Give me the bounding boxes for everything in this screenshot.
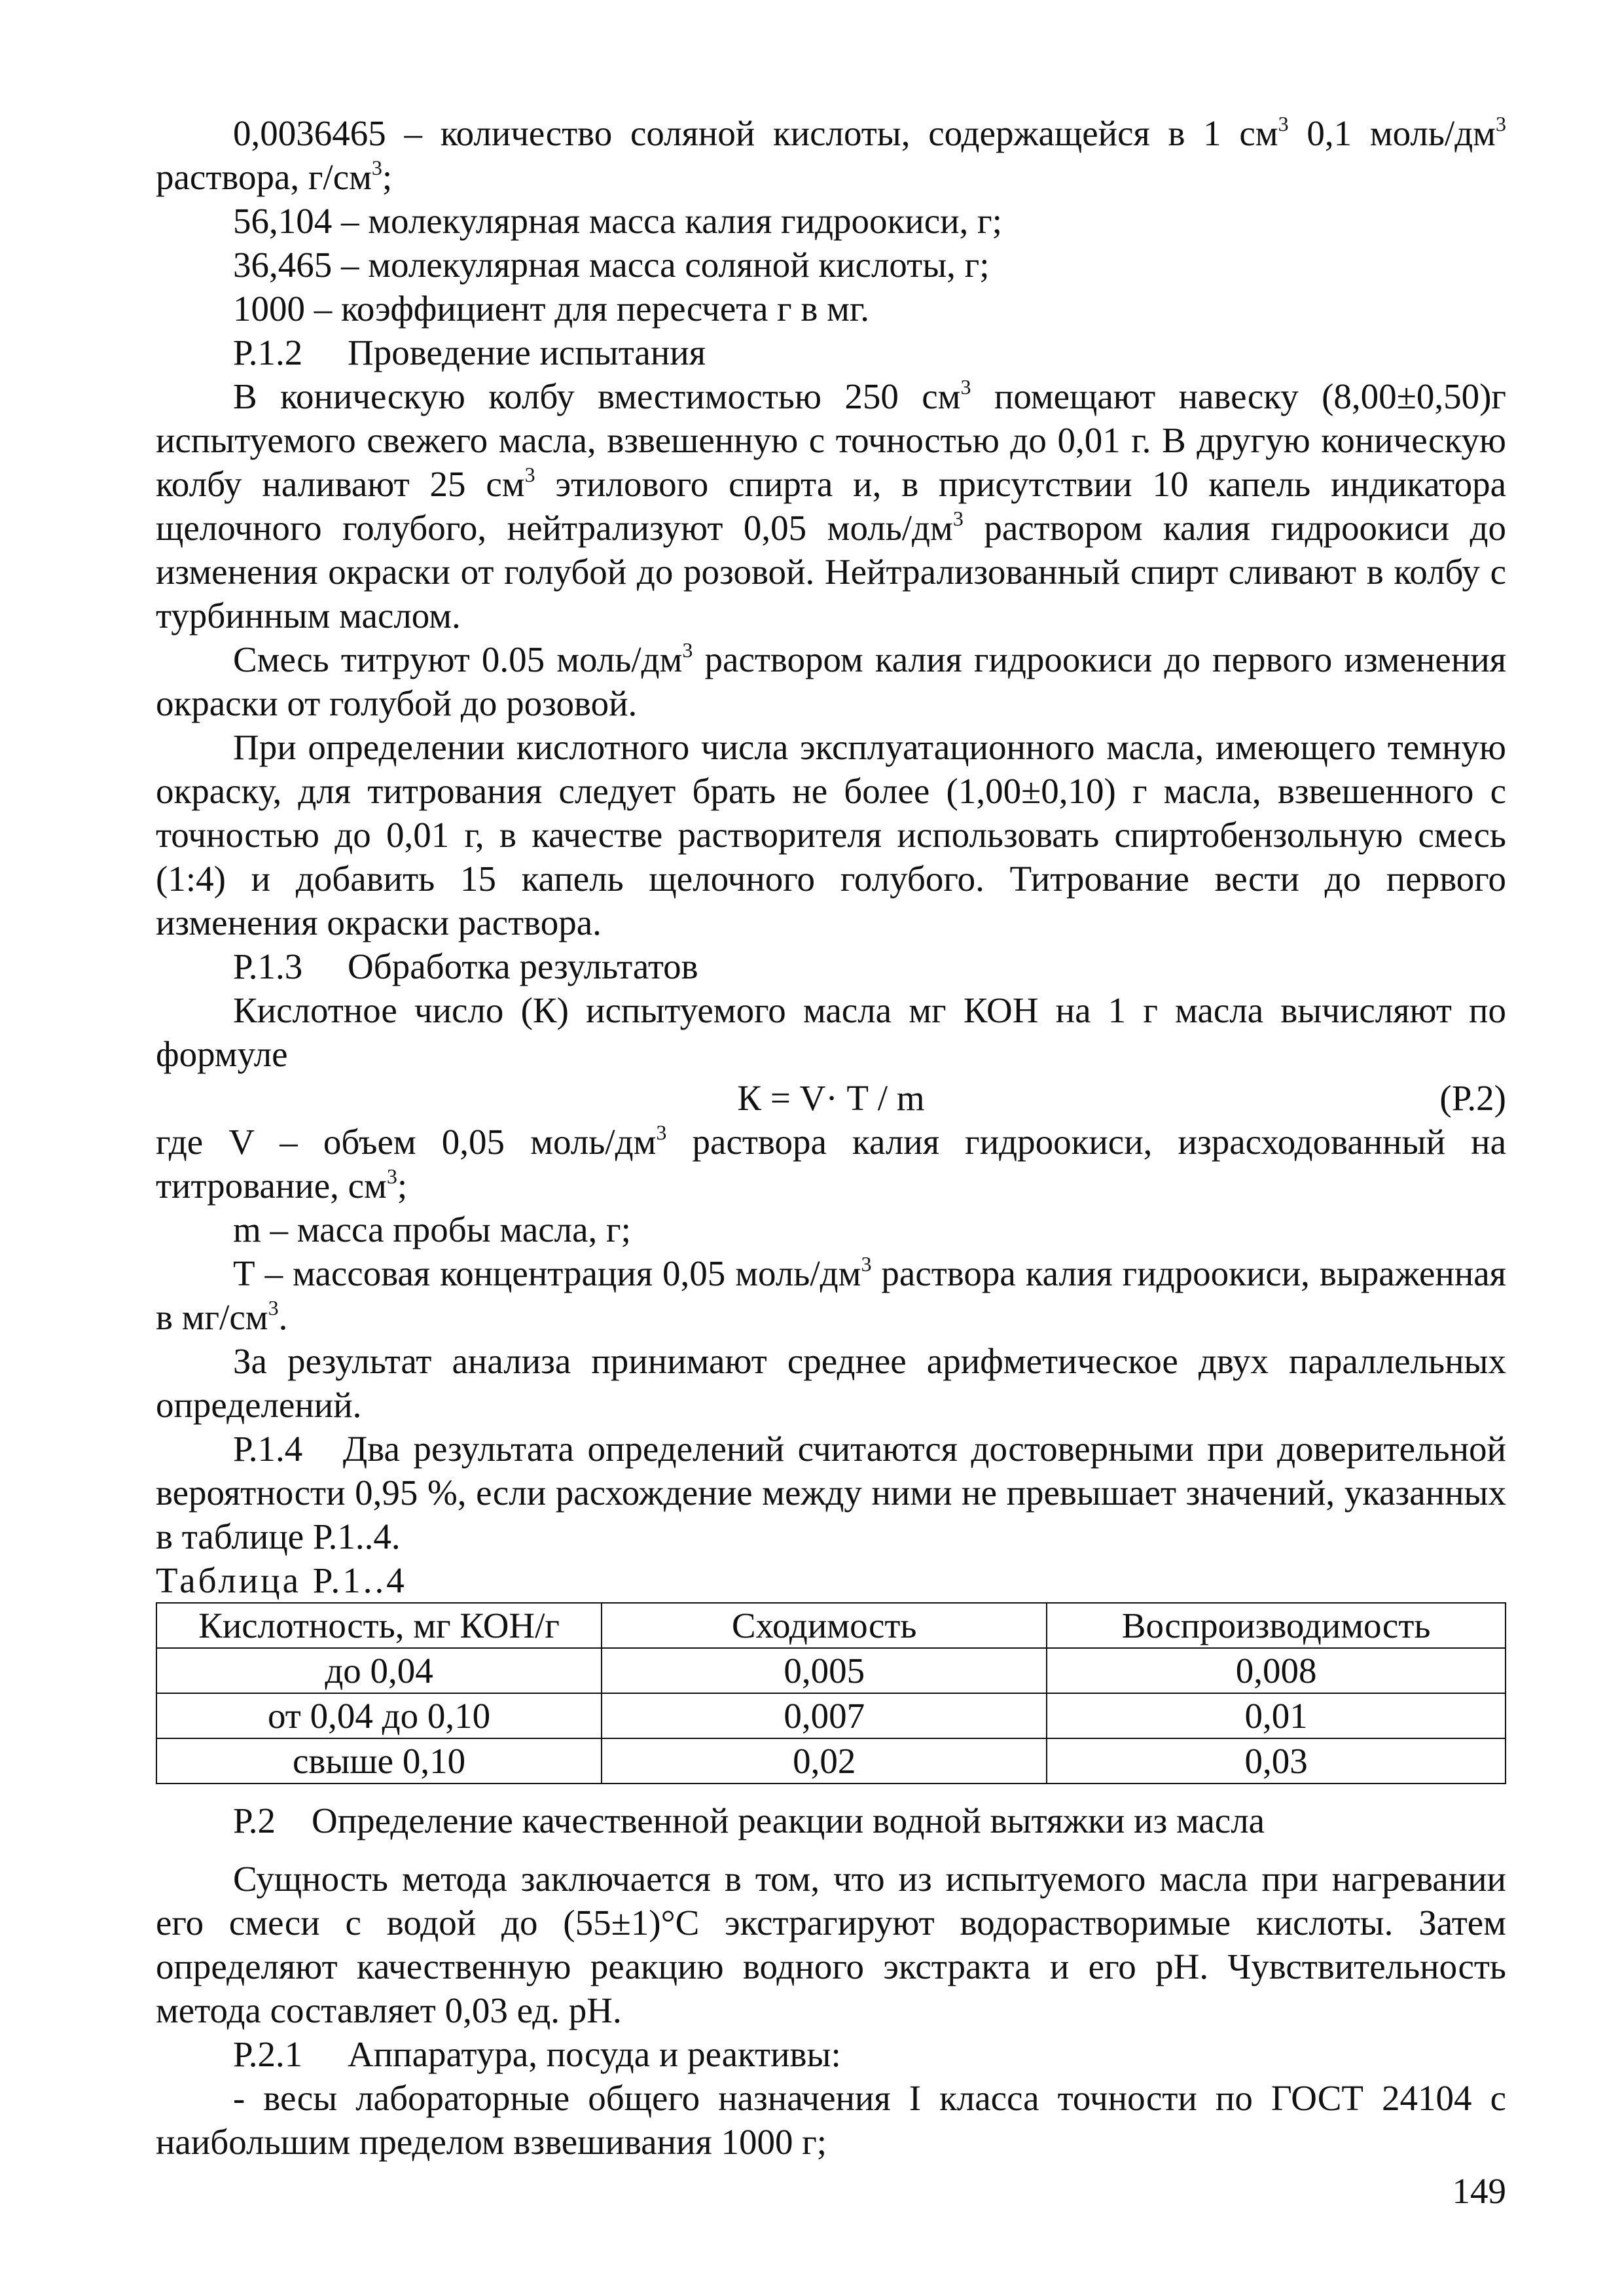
page-number: 149 xyxy=(1452,2171,1506,2211)
where-m: m – масса пробы масла, г; xyxy=(233,1210,631,1249)
tolerance-table xyxy=(156,1602,1506,1784)
paragraph-titration: Смесь титруют 0.05 моль/$дм^3$ раствором калия гидроокиси до первого изменения окраски от голубой до розовой. xyxy=(156,638,1506,723)
where-t: Т – массовая концентрация 0,05 моль/$дм^3$ раствора калия гидроокиси, выраженная в $мг/см^3$. xyxy=(156,1252,1506,1337)
table-cell: до 0,04 xyxy=(156,1648,602,1693)
paragraph-procedure: В коническую колбу вместимостью 250 $см^3$ помещают навеску (8,00±0,50)г испытуемого свежего масла, взвешенную с точностью до 0,01 г. В другую коническую колбу наливают 25 $см^3$ этилового спирта и, в присутствии 10 капель индикатора щелочного голубого, нейтрализуют 0,05 моль/$дм^3$ раствором калия гидроокиси до изменения окраски от голубой до розовой. Нейтрализованный спирт сливают в колбу с турбинным маслом. xyxy=(156,375,1506,636)
where-v: где V – объем 0,05 моль/$дм^3$ раствора калия гидроокиси, израсходованный на титрование, $см^3$; xyxy=(156,1121,1507,1206)
definition-hcl-mass: 36,465 – молекулярная масса соляной кислоты, г; xyxy=(233,245,990,285)
table-header-cell: Кислотность, мг КОН/г xyxy=(156,1603,602,1648)
table-row xyxy=(156,1693,1506,1738)
table-cell: 0,007 xyxy=(602,1693,1047,1738)
list-item: - весы лабораторные общего назначения I класса точности по ГОСТ 24104 с наибольшим пределом взвешивания 1000 г; xyxy=(156,2078,1506,2162)
table-row xyxy=(156,1648,1506,1693)
table-header-cell: Сходимость xyxy=(602,1603,1047,1648)
definition-koh: 56,104 – молекулярная масса калия гидроокиси, г; xyxy=(233,201,1002,241)
table-cell: от 0,04 до 0,10 xyxy=(156,1693,602,1738)
page-content xyxy=(156,111,1506,2164)
table-header-row xyxy=(156,1603,1506,1648)
paragraph-p14: Р.1.4 Два результата определений считаются достоверными при доверительной вероятности 0,95 %, если расхождение между ними не превышает значений, указанных в таблице Р.1..4. xyxy=(156,1429,1506,1556)
table-cell: 0,01 xyxy=(1047,1693,1506,1738)
table-cell: свыше 0,10 xyxy=(156,1738,602,1784)
spacer xyxy=(156,1784,1506,1799)
formula xyxy=(156,1076,1506,1120)
table-header-cell: Воспроизводимость xyxy=(1047,1603,1506,1648)
paragraph-acid-number: Кислотное число (К) испытуемого масла мг КОН на 1 г масла вычисляют по формуле xyxy=(156,990,1506,1074)
table-cell: 0,008 xyxy=(1047,1648,1506,1693)
formula-expression: К = V· Т / m xyxy=(737,1078,925,1118)
paragraph-dark-oil: При определении кислотного числа эксплуатационного масла, имеющего темную окраску, для титрования следует брать не более (1,00±0,10) г масла, взвешенного с точностью до 0,01 г, в качестве растворителя использовать спиртобензольную смесь (1:4) и добавить 15 капель щелочного голубого. Титрование вести до первого изменения окраски раствора. xyxy=(156,727,1506,942)
spacer xyxy=(156,1842,1506,1857)
table-cell: 0,03 xyxy=(1047,1738,1506,1784)
section-heading-p21: Р.2.1 Аппаратура, посуда и реактивы: xyxy=(233,2034,841,2074)
definition-hcl: 0,0036465 – количество соляной кислоты, содержащейся в 1 $см^3$ 0,1 моль/$дм^3$ раствора, $г/см^3$; xyxy=(156,112,1506,197)
section-heading-p12: Р.1.2 Проведение испытания xyxy=(233,332,706,372)
section-heading-p13: Р.1.3 Обработка результатов xyxy=(233,946,698,986)
table-caption: Таблица Р.1..4 xyxy=(156,1560,407,1600)
table-cell: 0,005 xyxy=(602,1648,1047,1693)
definition-coefficient: 1000 – коэффициент для пересчета г в мг. xyxy=(233,289,870,329)
section-heading-p2: Р.2 Определение качественной реакции водной вытяжки из масла xyxy=(233,1801,1265,1840)
table-row xyxy=(156,1738,1506,1784)
paragraph-method-essence: Сущность метода заключается в том, что из испытуемого масла при нагревании его смеси с водой до (55±1)°С экстрагируют водорастворимые кислоты. Затем определяют качественную реакцию водного экстракта и его рН. Чувствительность метода составляет 0,03 ед. рН. xyxy=(156,1859,1506,2030)
paragraph-result: За результат анализа принимают среднее арифметическое двух параллельных определений. xyxy=(156,1341,1506,1425)
formula-number: (Р.2) xyxy=(1439,1078,1506,1118)
table-cell: 0,02 xyxy=(602,1738,1047,1784)
